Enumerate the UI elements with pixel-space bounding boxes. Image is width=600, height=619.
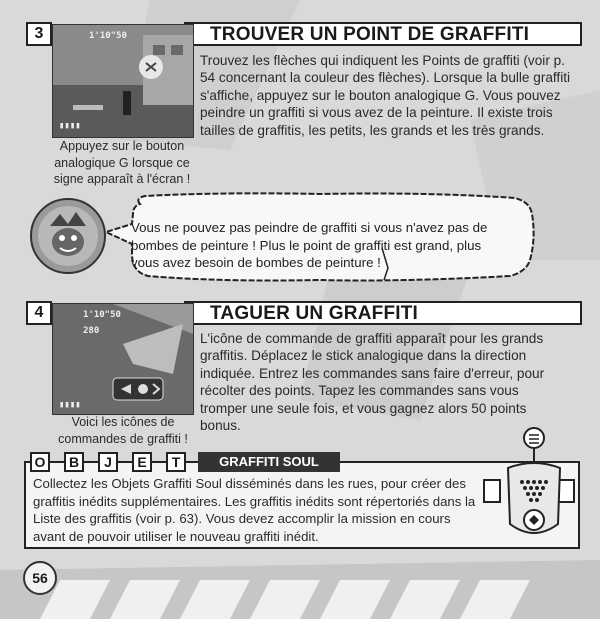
tip-character-icon <box>28 196 108 276</box>
objet-letter-b: B <box>64 452 84 472</box>
objet-letter-e: E <box>132 452 152 472</box>
objet-letter-t: T <box>166 452 186 472</box>
objet-letter-j: J <box>98 452 118 472</box>
section4-number: 4 <box>26 301 52 325</box>
section4-game-scene <box>53 304 193 414</box>
objet-letter-o: O <box>30 452 50 472</box>
section3-caption: Appuyez sur le bouton analogique G lorsque ce signe apparaît à l'écran ! <box>53 139 191 186</box>
section3-title: TROUVER UN POINT DE GRAFFITI <box>210 24 530 45</box>
section4-hud-paint: ▮▮▮▮ <box>59 400 81 410</box>
objet-dash <box>118 461 126 463</box>
objet-dash <box>84 461 92 463</box>
graffiti-soul-label: GRAFFITI SOUL <box>198 452 340 472</box>
page-number: 56 <box>23 561 57 595</box>
section4-screenshot <box>52 303 194 415</box>
section3-hud-time: 1'10"50 <box>89 31 127 41</box>
tip-text: Vous ne pouvez pas peindre de graffiti si vous n'avez pas de bombes de peinture ! Plus le point de graffiti est grand, plus vous avez besoin de bombes de peinture ! <box>131 220 488 271</box>
section4-body: L'icône de commande de graffiti apparaît pour les grands graffitis. Déplacez le stick analogique dans la direction indiquée. Entrez les commandes sans faire d'erreur, pour récolter des points. Tapez les commandes sans vous tromper une seule fois, et vous gagnez alors 50 points bonus. <box>200 331 545 434</box>
objet-dash <box>50 461 58 463</box>
section4-caption: Voici les icônes de commandes de graffiti ! <box>58 415 188 446</box>
section3-number: 3 <box>26 22 52 46</box>
section3-hud-paint: ▮▮▮▮ <box>59 121 81 131</box>
section4-hud-score: 280 <box>83 326 100 336</box>
section3-screenshot <box>52 24 194 138</box>
objet-dash <box>152 461 160 463</box>
section4-title: TAGUER UN GRAFFITI <box>210 303 419 324</box>
graffiti-soul-item-icon <box>478 424 578 554</box>
section3-body: Trouvez les flèches qui indiquent les Points de graffiti (voir p. 54 concernant la couleur des flèches). Lorsque la bulle graffiti s'affiche, appuyez sur le bouton analogique G. Vous pouvez peindre un graffiti si vous avez de la peinture. Il existe trois tailles de graffitis, les petits, les grands et les très grands. <box>200 53 571 138</box>
graffiti-soul-body: Collectez les Objets Graffiti Soul disséminés dans les rues, pour créer des graffitis inédits supplémentaires. Les graffitis inédits sont répertoriés dans la Liste des graffitis (voir p. 63). Vous devez accomplir la mission en cours avant de pouvoir utiliser le nouveau graffiti inédit. <box>33 476 476 544</box>
section4-hud-time: 1'10"50 <box>83 310 121 320</box>
